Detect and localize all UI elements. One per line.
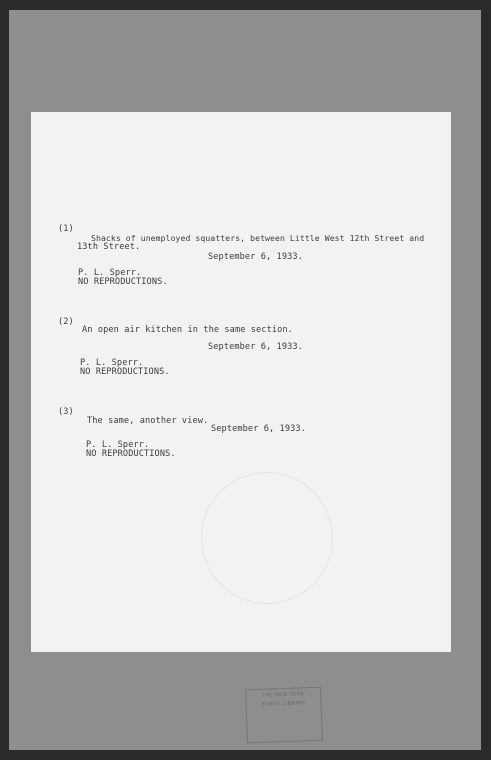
entry-1-note: NO REPRODUCTIONS. — [78, 277, 168, 287]
entry-2-caption: An open air kitchen in the same section. — [82, 325, 293, 335]
entry-2-date: September 6, 1933. — [208, 342, 303, 352]
entry-1-caption-line2: 13th Street. — [77, 242, 141, 252]
paper-watermark — [201, 472, 333, 604]
entry-1-caption-line1: Shacks of unemployed squatters, between Little West 12th Street and — [91, 233, 425, 243]
entry-2-number: (2) — [58, 317, 74, 327]
entry-2-note: NO REPRODUCTIONS. — [80, 367, 170, 377]
entry-3-caption: The same, another view. — [87, 416, 209, 426]
stamp-line-2: PUBLIC LIBRARY — [261, 700, 306, 708]
entry-3-number: (3) — [58, 407, 74, 417]
entry-3-credit: P. L. Sperr. — [86, 440, 150, 450]
document-page — [31, 112, 451, 652]
entry-1-date: September 6, 1933. — [208, 252, 303, 262]
entry-3-date: September 6, 1933. — [211, 424, 306, 434]
entry-2-credit: P. L. Sperr. — [80, 358, 144, 368]
entry-1-credit: P. L. Sperr. — [78, 268, 142, 278]
library-stamp — [245, 687, 323, 744]
entry-3-note: NO REPRODUCTIONS. — [86, 449, 176, 459]
entry-1-number: (1) — [58, 224, 74, 234]
stamp-line-1: THE NEW YORK — [262, 691, 305, 699]
